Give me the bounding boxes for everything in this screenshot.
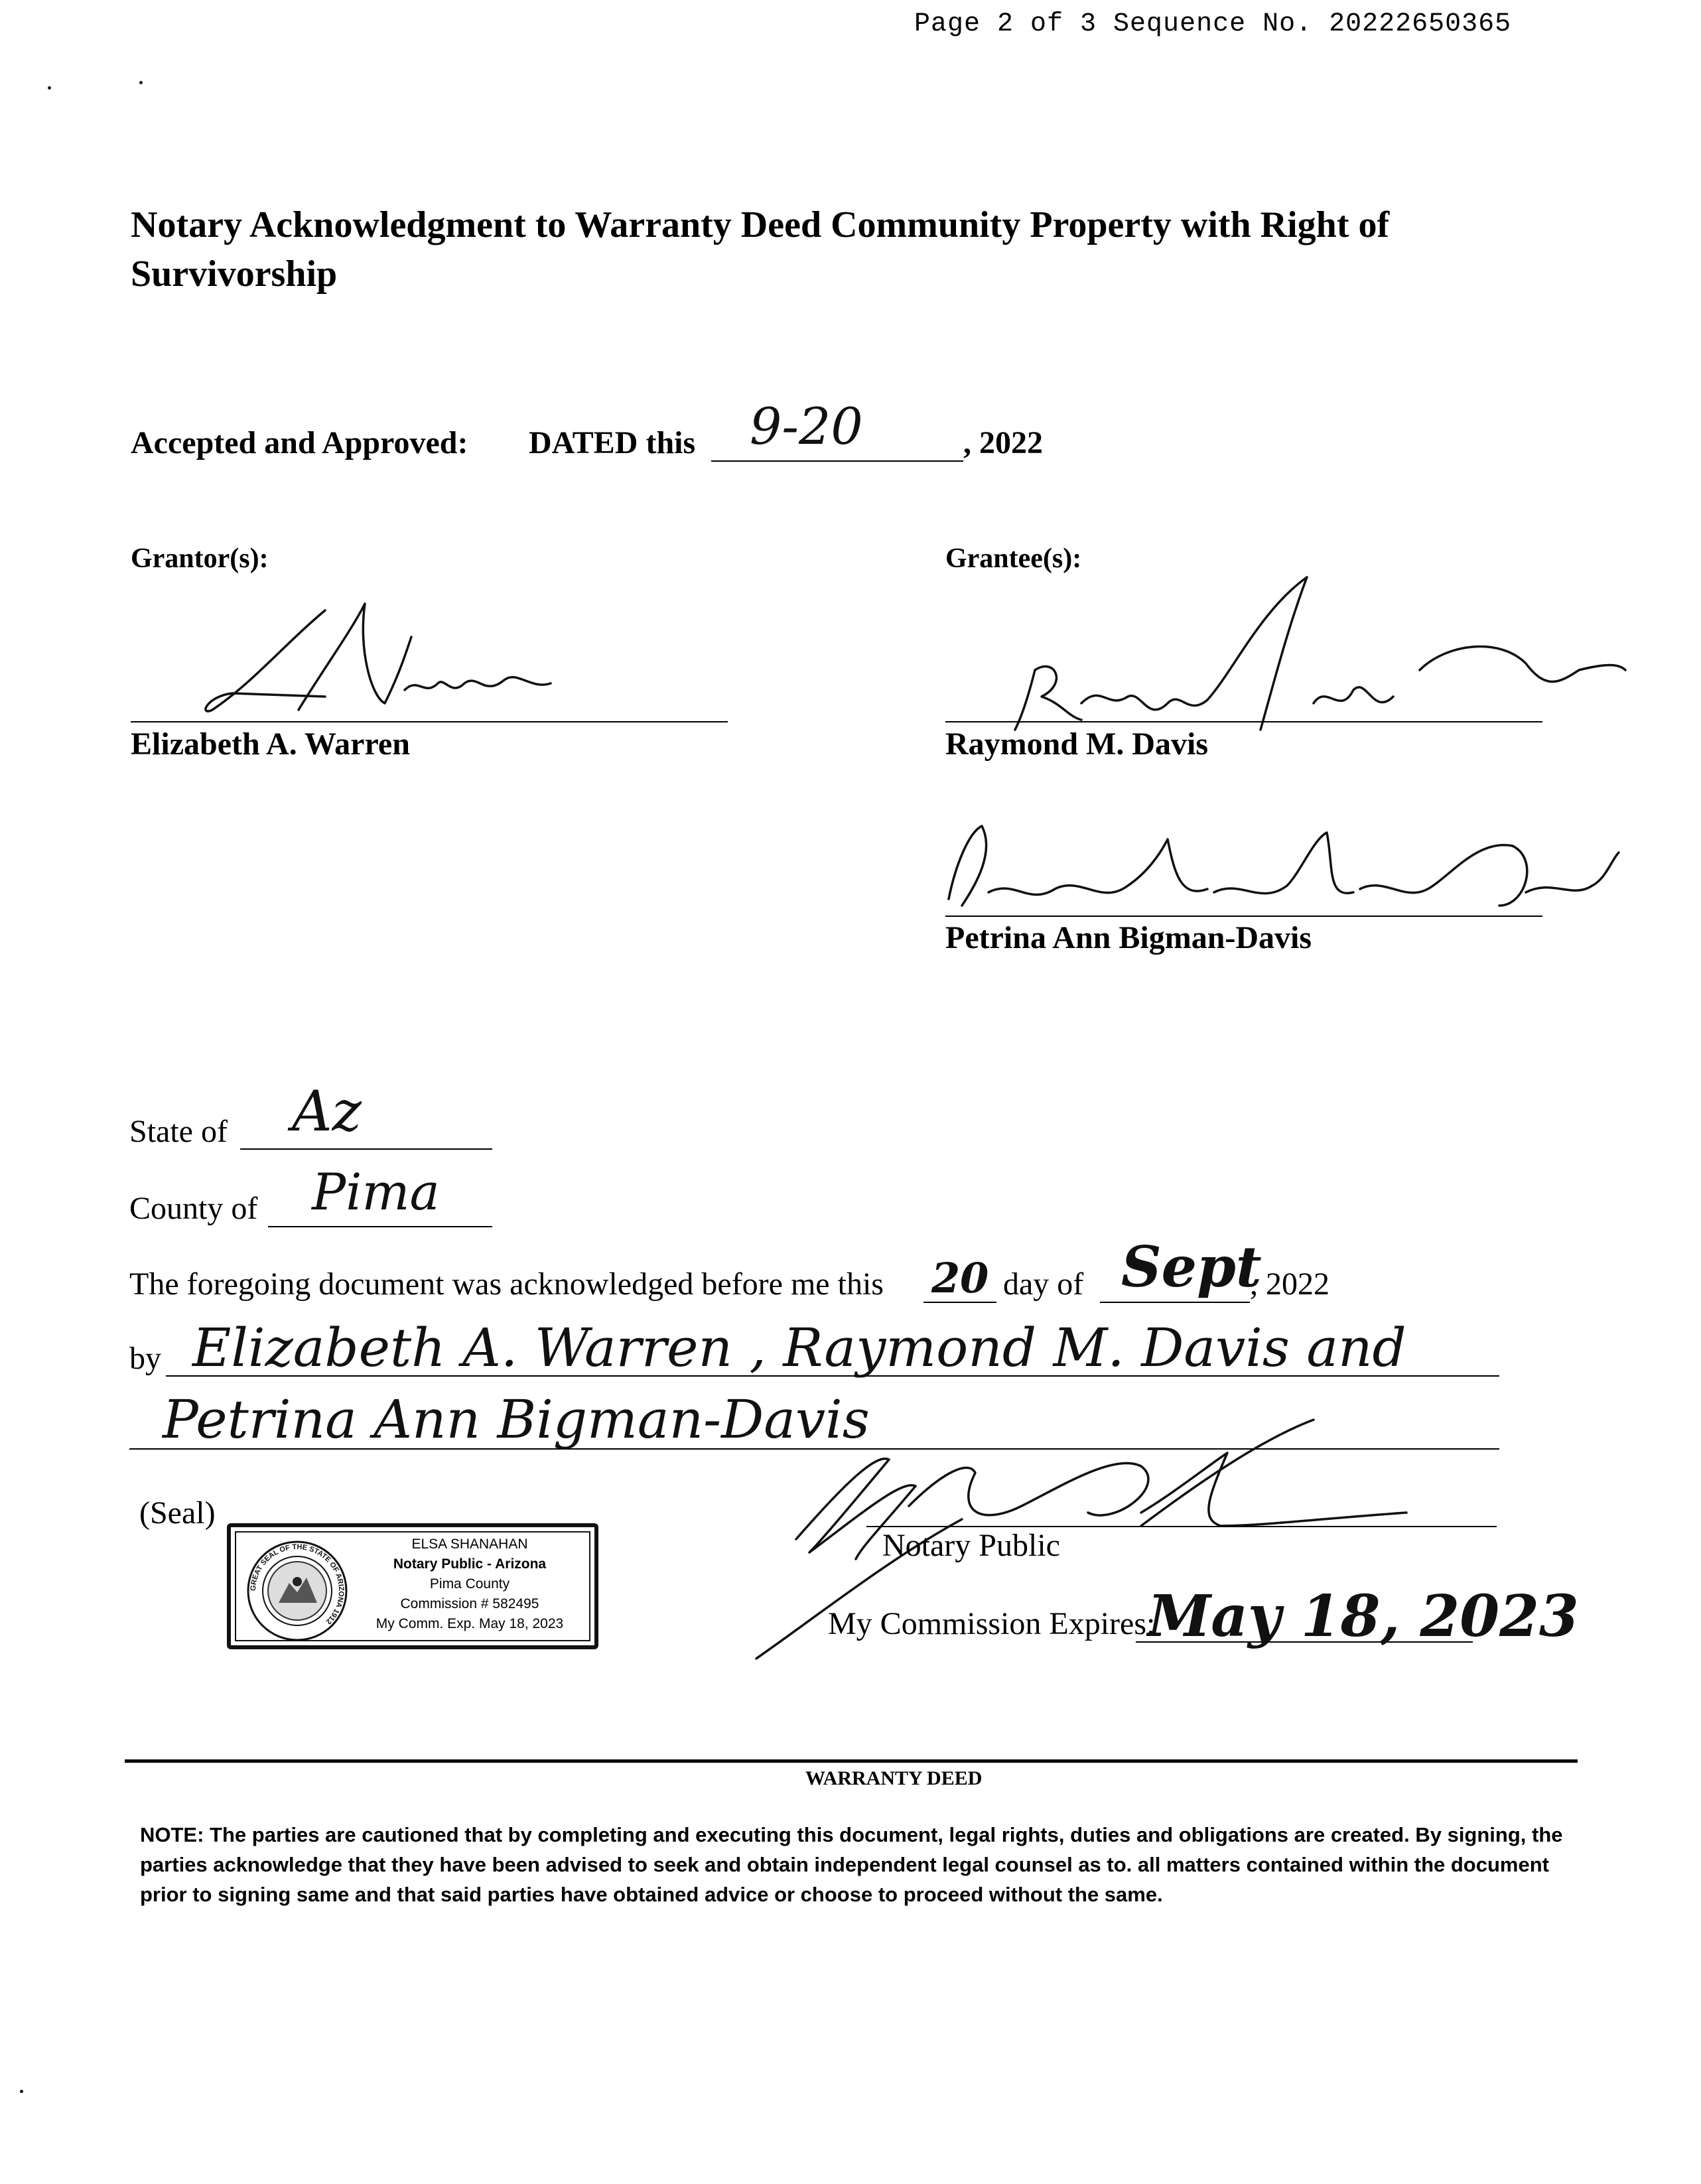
grantee-1-signature-line xyxy=(945,721,1542,722)
stamp-commission-expiry: My Comm. Exp. May 18, 2023 xyxy=(375,1616,564,1631)
scan-speck xyxy=(139,81,143,84)
grantee-2-name: Petrina Ann Bigman-Davis xyxy=(945,920,1312,955)
grantee-2-signature-line xyxy=(945,916,1542,917)
grantor-label: Grantor(s): xyxy=(131,543,269,574)
footer-legal-note: NOTE: The parties are cautioned that by completing and executing this document, legal rights, duties and obligations are created. By signing, the parties acknowledge that they have been advised to seek and obtain independent legal counsel as to. all matters contained within the document prior to signing same and that said parties have obtained advice or choose to proceed without the same. xyxy=(140,1823,1563,1906)
acknowledgment-text: The foregoing document was acknowledged before me this xyxy=(129,1266,884,1302)
county-line xyxy=(268,1226,492,1227)
grantor-name: Elizabeth A. Warren xyxy=(131,726,410,762)
ack-month-handwritten: Sept xyxy=(1121,1234,1262,1300)
stamp-notary-title: Notary Public - Arizona xyxy=(393,1556,547,1572)
ack-day-of-label: day of xyxy=(1003,1266,1084,1302)
state-label: State of xyxy=(129,1114,228,1149)
document-title: Notary Acknowledgment to Warranty Deed Community Property with Right of Survivorship xyxy=(131,204,1390,295)
commission-expires-label: My Commission Expires: xyxy=(828,1606,1156,1641)
ack-day-handwritten: 20 xyxy=(931,1254,989,1302)
by-label: by xyxy=(129,1341,161,1376)
ack-month-line xyxy=(1100,1302,1250,1303)
grantee-1-signature xyxy=(995,571,1632,743)
grantee-label: Grantee(s): xyxy=(945,543,1082,574)
seal-label: (Seal) xyxy=(139,1495,216,1531)
notary-public-label: Notary Public xyxy=(882,1528,1060,1563)
county-label: County of xyxy=(129,1191,258,1226)
dated-label: DATED this xyxy=(529,425,696,460)
grantee-2-signature xyxy=(929,813,1625,925)
accepted-approved-label: Accepted and Approved: xyxy=(131,425,468,460)
grantee-1-name: Raymond M. Davis xyxy=(945,726,1209,762)
state-handwritten-value: Az xyxy=(292,1079,362,1144)
footer-rule xyxy=(125,1759,1578,1763)
dated-handwritten-value: 9-20 xyxy=(750,397,863,456)
by-handwritten-line-1: Elizabeth A. Warren , Raymond M. Davis and xyxy=(192,1317,1406,1379)
county-handwritten-value: Pima xyxy=(312,1162,440,1221)
state-line xyxy=(240,1148,492,1150)
by-handwritten-line-2: Petrina Ann Bigman-Davis xyxy=(163,1389,870,1450)
stamp-commission-number: Commission # 582495 xyxy=(400,1596,539,1611)
page-sequence-header: Page 2 of 3 Sequence No. 20222650365 xyxy=(914,9,1512,39)
scan-speck xyxy=(48,86,51,90)
stamp-notary-name: ELSA SHANAHAN xyxy=(411,1536,528,1552)
stamp-county: Pima County xyxy=(429,1576,510,1592)
grantor-signature xyxy=(172,597,584,730)
grantor-signature-line xyxy=(131,721,728,722)
dated-year: , 2022 xyxy=(963,425,1043,460)
scan-speck xyxy=(20,2090,23,2093)
footer-document-label: WARRANTY DEED xyxy=(805,1767,983,1789)
dated-line xyxy=(711,460,963,462)
arizona-seal-emblem xyxy=(245,1539,349,1643)
notary-stamp xyxy=(227,1523,598,1649)
svg-text:GREAT SEAL OF THE STATE OF ARI: GREAT SEAL OF THE STATE OF ARIZONA 1912 xyxy=(249,1542,346,1626)
commission-expires-handwritten: May 18, 2023 xyxy=(1148,1583,1579,1650)
ack-year: , 2022 xyxy=(1250,1266,1329,1302)
